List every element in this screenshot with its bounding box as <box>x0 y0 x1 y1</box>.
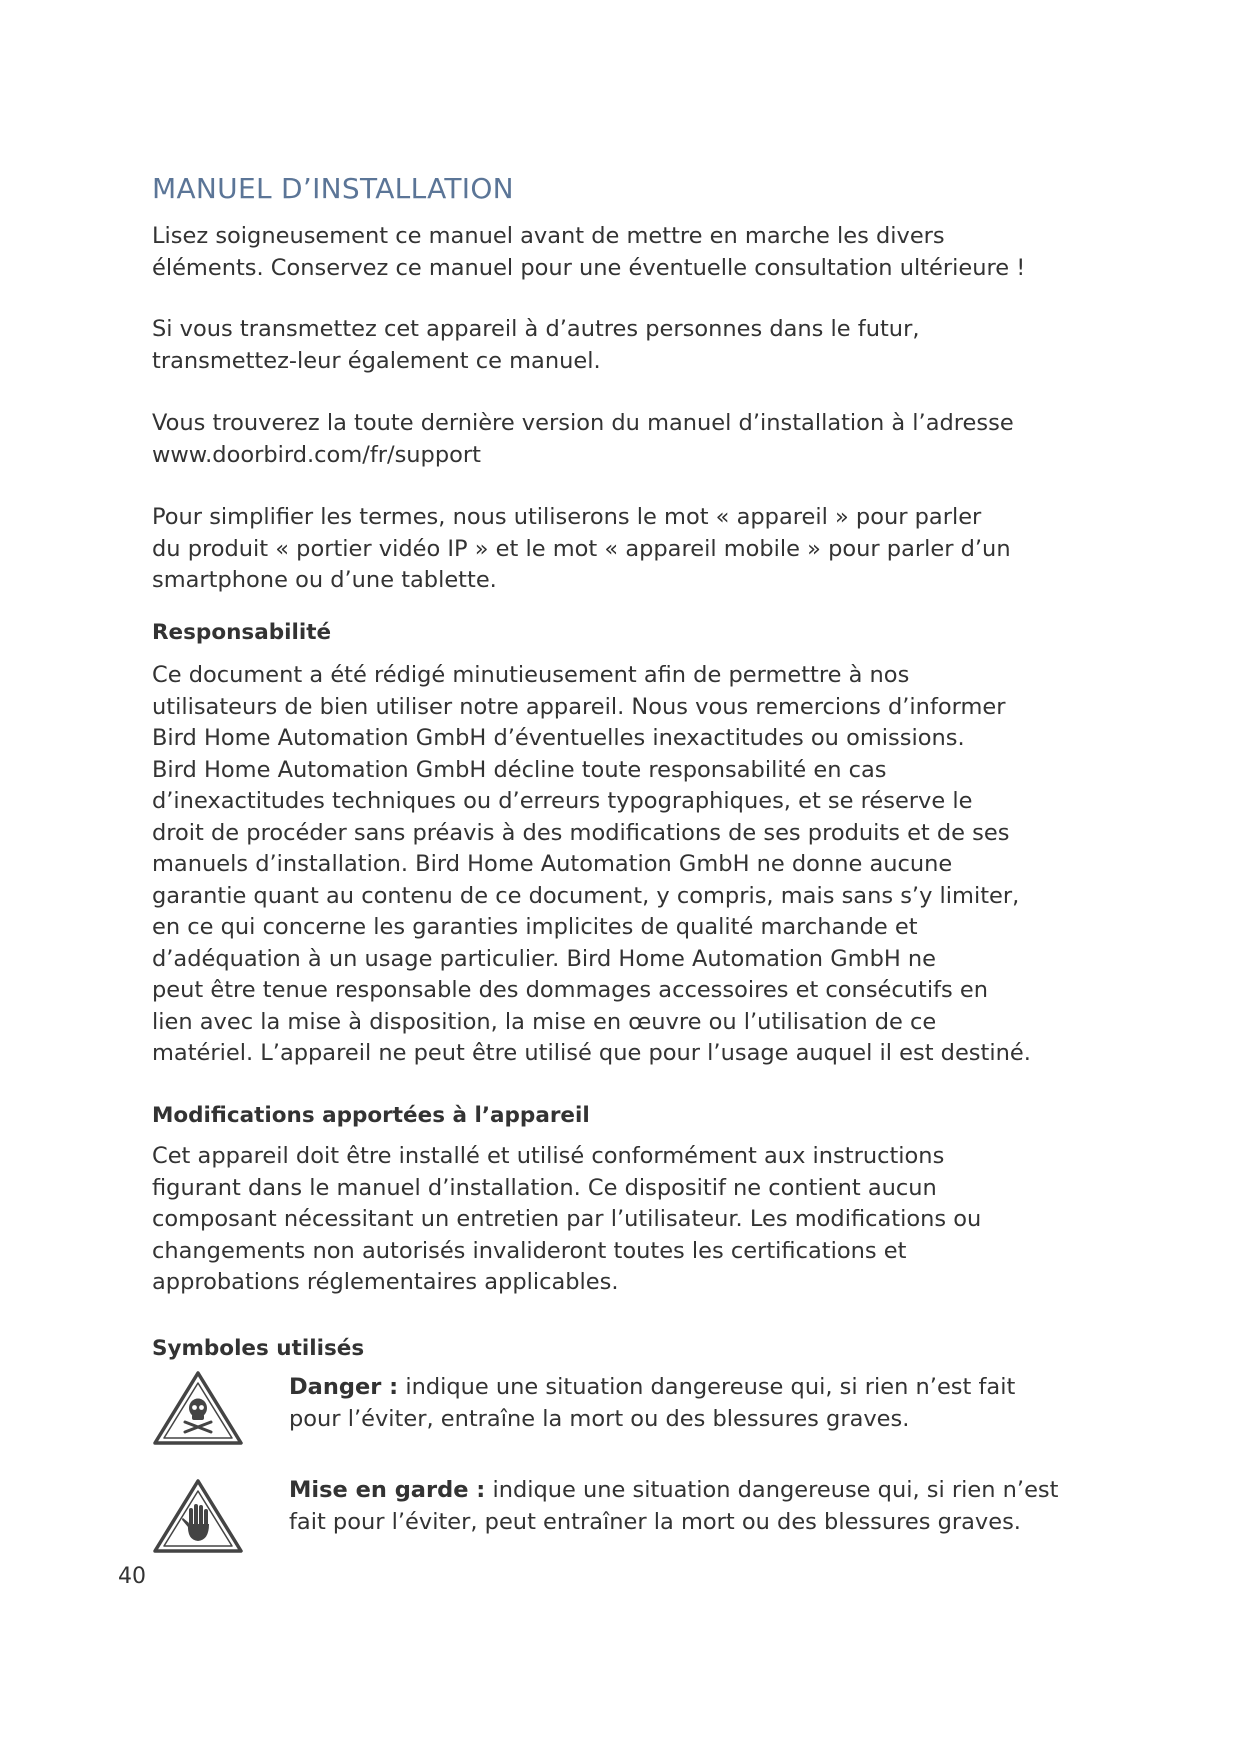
text-line: du produit « portier vidéo IP » et le mot « appareil mobile » pour parler d’un <box>152 535 1011 562</box>
intro-paragraph-3 <box>152 408 1092 471</box>
caution-text-1: indique une situation dangereuse qui, si rien n’est <box>485 1477 1059 1503</box>
support-link[interactable]: www.doorbird.com/fr/support <box>152 441 481 468</box>
text-line: Pour simplifier les termes, nous utiliserons le mot « appareil » pour parler <box>152 504 982 530</box>
danger-label: Danger : <box>289 1374 399 1400</box>
caution-label: Mise en garde : <box>289 1477 486 1503</box>
text-line: matériel. L’appareil ne peut être utilisé que pour l’usage auquel il est destiné. <box>152 1040 1031 1066</box>
hand-warning-icon <box>152 1478 244 1554</box>
intro-paragraph-2 <box>152 314 1092 377</box>
text-line: Bird Home Automation GmbH décline toute responsabilité en cas <box>152 756 887 783</box>
intro-paragraph-4 <box>152 502 1092 597</box>
text-line <box>289 1475 1109 1507</box>
text-line: en ce qui concerne les garanties implicites de qualité marchande et <box>152 914 918 940</box>
text-line: droit de procéder sans préavis à des modifications de ses produits et de ses <box>152 819 1010 846</box>
text-line: figurant dans le manuel d’installation. Ce dispositif ne contient aucun <box>152 1174 937 1201</box>
text-line <box>289 1372 1109 1404</box>
text-line: smartphone ou d’une tablette. <box>152 567 497 593</box>
caution-description <box>289 1475 1109 1538</box>
caution-text-2: fait pour l’éviter, peut entraîner la mort ou des blessures graves. <box>289 1508 1021 1535</box>
danger-text-2: pour l’éviter, entraîne la mort ou des blessures graves. <box>289 1405 910 1432</box>
responsibility-heading: Responsabilité <box>152 620 332 645</box>
symbols-heading: Symboles utilisés <box>152 1336 365 1361</box>
text-line: composant nécessitant un entretien par l’utilisateur. Les modifications ou <box>152 1206 982 1232</box>
danger-description <box>289 1372 1109 1435</box>
text-line: d’adéquation à un usage particulier. Bird Home Automation GmbH ne <box>152 945 937 972</box>
danger-text-1: indique une situation dangereuse qui, si rien n’est fait <box>398 1374 1016 1400</box>
text-line: transmettez-leur également ce manuel. <box>152 347 601 374</box>
text-line: changements non autorisés invalideront toutes les certifications et <box>152 1237 907 1264</box>
intro-paragraph-1 <box>152 221 1092 284</box>
text-line: manuels d’installation. Bird Home Automation GmbH ne donne aucune <box>152 851 953 877</box>
page-number: 40 <box>118 1564 146 1589</box>
text-line: Vous trouverez la toute dernière version du manuel d’installation à l’adresse <box>152 410 1014 436</box>
text-line: peut être tenue responsable des dommages accessoires et consécutifs en <box>152 977 988 1003</box>
text-line: lien avec la mise à disposition, la mise en œuvre ou l’utilisation de ce <box>152 1008 937 1035</box>
text-line: Lisez soigneusement ce manuel avant de mettre en marche les divers <box>152 223 945 249</box>
responsibility-paragraph <box>152 660 1092 1070</box>
text-line: d’inexactitudes techniques ou d’erreurs typographiques, et se réserve le <box>152 788 973 814</box>
text-line: approbations réglementaires applicables. <box>152 1269 619 1295</box>
text-line: Si vous transmettez cet appareil à d’autres personnes dans le futur, <box>152 316 920 342</box>
page-title: MANUEL D’INSTALLATION <box>152 172 514 205</box>
text-line: éléments. Conservez ce manuel pour une éventuelle consultation ultérieure ! <box>152 254 1026 281</box>
text-line: Cet appareil doit être installé et utilisé conformément aux instructions <box>152 1143 945 1169</box>
skull-warning-icon <box>152 1370 244 1446</box>
text-line: utilisateurs de bien utiliser notre appareil. Nous vous remercions d’informer <box>152 693 1006 720</box>
modifications-paragraph <box>152 1141 1092 1299</box>
text-line: garantie quant au contenu de ce document, y compris, mais sans s’y limiter, <box>152 882 1020 909</box>
text-line: Ce document a été rédigé minutieusement afin de permettre à nos <box>152 662 910 688</box>
text-line: Bird Home Automation GmbH d’éventuelles inexactitudes ou omissions. <box>152 725 965 751</box>
modifications-heading: Modifications apportées à l’appareil <box>152 1103 590 1128</box>
